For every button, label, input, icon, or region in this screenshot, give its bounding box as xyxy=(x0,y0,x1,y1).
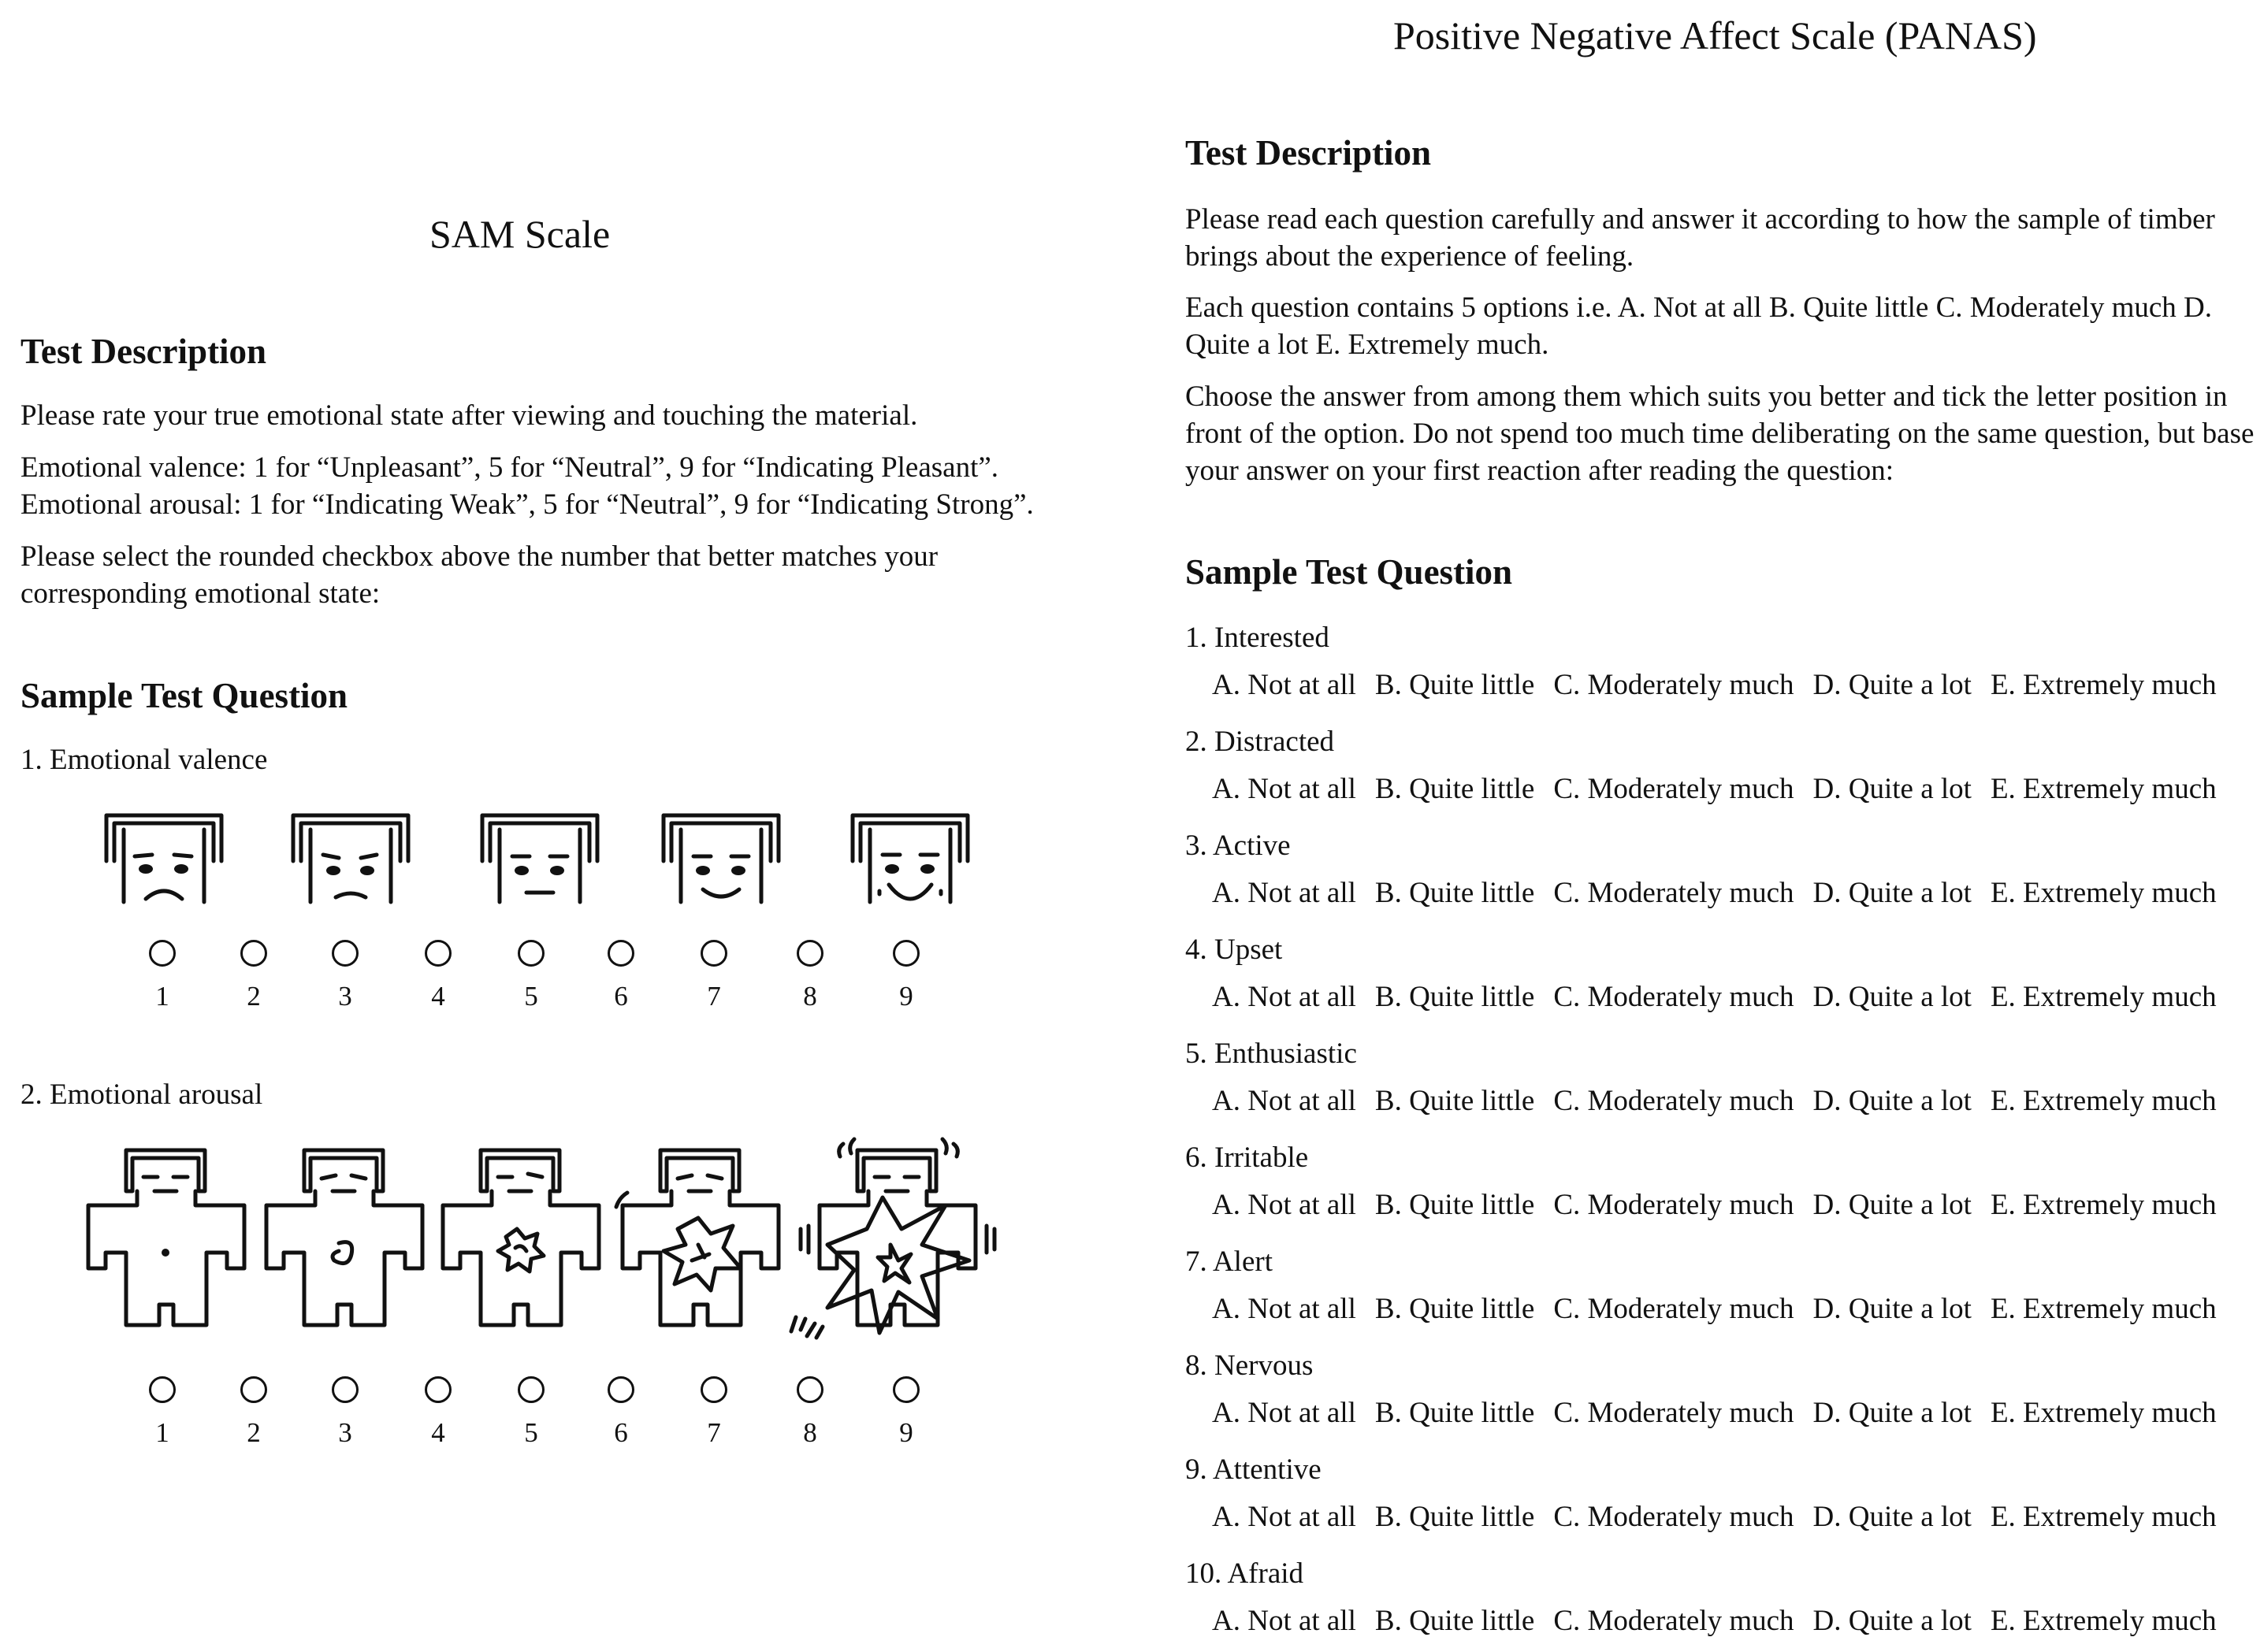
medium-arousal-figure-icon xyxy=(443,1150,599,1325)
valence-radio-7[interactable] xyxy=(701,940,727,967)
panas-option-b[interactable]: B. Quite little xyxy=(1374,1085,1535,1117)
arousal-radio-3[interactable] xyxy=(332,1376,359,1403)
arousal-radio-2[interactable] xyxy=(240,1376,267,1403)
panas-desc-p3: Choose the answer from among them which suits you better and tick the letter position in front of the option. Do not spend too much time deliberating on the same question, but base your answer on your first reaction after reading the question: xyxy=(1185,381,2255,487)
panas-option-b[interactable]: B. Quite little xyxy=(1374,669,1535,701)
sam-sample-heading: Sample Test Question xyxy=(20,676,348,715)
sam-q2-label: 2. Emotional arousal xyxy=(20,1078,263,1111)
panas-option-a[interactable]: A. Not at all xyxy=(1212,1397,1356,1429)
panas-options-row xyxy=(1212,1500,2217,1534)
panas-options-row xyxy=(1212,1188,2217,1222)
happy-face-icon xyxy=(853,815,968,902)
panas-options-row xyxy=(1212,1396,2217,1430)
panas-option-b[interactable]: B. Quite little xyxy=(1374,1189,1535,1221)
panas-title: Positive Negative Affect Scale (PANAS) xyxy=(1393,13,2037,58)
panas-sample-heading: Sample Test Question xyxy=(1185,552,1513,592)
arousal-scale-number: 3 xyxy=(338,1417,352,1448)
excited-figure-icon xyxy=(801,1139,994,1338)
panas-question-label: 9. Attentive xyxy=(1185,1453,1322,1486)
panas-option-e[interactable]: E. Extremely much xyxy=(1990,1085,2217,1117)
panas-option-d[interactable]: D. Quite a lot xyxy=(1812,1293,1972,1325)
valence-scale-number: 7 xyxy=(707,981,721,1012)
panas-option-a[interactable]: A. Not at all xyxy=(1212,669,1356,701)
arousal-scale-number: 8 xyxy=(803,1417,817,1448)
panas-question-label: 3. Active xyxy=(1185,830,1291,862)
panas-question-label: 1. Interested xyxy=(1185,622,1329,654)
panas-options-row xyxy=(1212,1604,2217,1638)
panas-option-e[interactable]: E. Extremely much xyxy=(1990,773,2217,805)
panas-option-e[interactable]: E. Extremely much xyxy=(1990,1501,2217,1533)
panas-options-row xyxy=(1212,1292,2217,1326)
panas-option-e[interactable]: E. Extremely much xyxy=(1990,1605,2217,1637)
content-face-icon xyxy=(664,815,779,902)
panas-option-a[interactable]: A. Not at all xyxy=(1212,1605,1356,1637)
panas-option-e[interactable]: E. Extremely much xyxy=(1990,981,2217,1013)
valence-scale-number: 5 xyxy=(524,981,538,1012)
arousal-scale-number: 4 xyxy=(431,1417,445,1448)
panas-option-b[interactable]: B. Quite little xyxy=(1374,773,1535,805)
arousal-scale-number: 2 xyxy=(247,1417,261,1448)
valence-radio-6[interactable] xyxy=(608,940,634,967)
panas-option-b[interactable]: B. Quite little xyxy=(1374,1605,1535,1637)
panas-option-c[interactable]: C. Moderately much xyxy=(1553,669,1794,701)
panas-option-c[interactable]: C. Moderately much xyxy=(1553,1397,1794,1429)
arousal-radio-5[interactable] xyxy=(518,1376,545,1403)
panas-question-label: 6. Irritable xyxy=(1185,1142,1309,1174)
sam-q1-label: 1. Emotional valence xyxy=(20,744,268,776)
panas-desc-heading: Test Description xyxy=(1185,133,1432,173)
valence-radio-4[interactable] xyxy=(425,940,452,967)
panas-option-e[interactable]: E. Extremely much xyxy=(1990,1189,2217,1221)
panas-option-d[interactable]: D. Quite a lot xyxy=(1812,981,1972,1013)
panas-question-label: 10. Afraid xyxy=(1185,1557,1304,1590)
panas-options-row xyxy=(1212,668,2217,702)
panas-option-c[interactable]: C. Moderately much xyxy=(1553,877,1794,909)
panas-option-d[interactable]: D. Quite a lot xyxy=(1812,1501,1972,1533)
valence-scale-number: 1 xyxy=(155,981,169,1012)
arousal-scale-number: 9 xyxy=(899,1417,913,1448)
panas-option-e[interactable]: E. Extremely much xyxy=(1990,1397,2217,1429)
panas-option-a[interactable]: A. Not at all xyxy=(1212,1189,1356,1221)
valence-radio-8[interactable] xyxy=(797,940,823,967)
panas-option-b[interactable]: B. Quite little xyxy=(1374,981,1535,1013)
valence-radio-9[interactable] xyxy=(893,940,920,967)
unhappy-face-icon xyxy=(106,815,221,902)
panas-option-d[interactable]: D. Quite a lot xyxy=(1812,1605,1972,1637)
valence-radio-5[interactable] xyxy=(518,940,545,967)
valence-scale-number: 8 xyxy=(803,981,817,1012)
arousal-radio-1[interactable] xyxy=(149,1376,176,1403)
panas-option-b[interactable]: B. Quite little xyxy=(1374,1501,1535,1533)
panas-desc-p2: Each question contains 5 options i.e. A. Not at all B. Quite little C. Moderately much D. Quite a lot E. Extremely much. xyxy=(1185,291,2213,361)
arousal-scale-number: 6 xyxy=(614,1417,628,1448)
panas-option-a[interactable]: A. Not at all xyxy=(1212,981,1356,1013)
panas-option-b[interactable]: B. Quite little xyxy=(1374,1397,1535,1429)
sam-desc-p2a: Emotional valence: 1 for “Unpleasant”, 5 for “Neutral”, 9 for “Indicating Pleasant”. xyxy=(20,451,999,484)
panas-option-a[interactable]: A. Not at all xyxy=(1212,877,1356,909)
arousal-scale-number: 5 xyxy=(524,1417,538,1448)
arousal-radio-4[interactable] xyxy=(425,1376,452,1403)
arousal-radio-9[interactable] xyxy=(893,1376,920,1403)
arousal-radio-7[interactable] xyxy=(701,1376,727,1403)
sad-face-icon xyxy=(293,815,408,902)
panas-question-label: 4. Upset xyxy=(1185,934,1283,966)
sam-desc-p1: Please rate your true emotional state after viewing and touching the material. xyxy=(20,399,918,432)
panas-option-c[interactable]: C. Moderately much xyxy=(1553,1293,1794,1325)
panas-option-d[interactable]: D. Quite a lot xyxy=(1812,1397,1972,1429)
arousal-scale-number: 7 xyxy=(707,1417,721,1448)
panas-option-d[interactable]: D. Quite a lot xyxy=(1812,1189,1972,1221)
valence-scale-number: 2 xyxy=(247,981,261,1012)
valence-scale-number: 3 xyxy=(338,981,352,1012)
panas-options-row xyxy=(1212,1084,2217,1118)
neutral-face-icon xyxy=(482,815,597,902)
panas-question-label: 5. Enthusiastic xyxy=(1185,1038,1357,1070)
calm-figure-icon xyxy=(88,1150,244,1325)
panas-desc-p1: Please read each question carefully and answer it according to how the sample of timber brings about the experience of feeling. xyxy=(1185,203,2215,273)
sam-desc-p3: Please select the rounded checkbox above the number that better matches your corresponding emotional state: xyxy=(20,540,939,610)
panas-option-e[interactable]: E. Extremely much xyxy=(1990,669,2217,701)
panas-options-row xyxy=(1212,876,2217,910)
valence-radio-1[interactable] xyxy=(149,940,176,967)
panas-option-a[interactable]: A. Not at all xyxy=(1212,1085,1356,1117)
low-arousal-figure-icon xyxy=(266,1150,422,1325)
sam-desc-p2b: Emotional arousal: 1 for “Indicating Weak”, 5 for “Neutral”, 9 for “Indicating Strong”. xyxy=(20,488,1034,521)
high-arousal-figure-icon xyxy=(616,1150,805,1331)
arousal-radio-6[interactable] xyxy=(608,1376,634,1403)
valence-scale-number: 4 xyxy=(431,981,445,1012)
panas-question-label: 2. Distracted xyxy=(1185,726,1335,758)
sam-desc-heading: Test Description xyxy=(20,332,267,371)
panas-option-a[interactable]: A. Not at all xyxy=(1212,1501,1356,1533)
panas-options-row xyxy=(1212,772,2217,806)
panas-option-c[interactable]: C. Moderately much xyxy=(1553,773,1794,805)
panas-option-d[interactable]: D. Quite a lot xyxy=(1812,1085,1972,1117)
panas-option-d[interactable]: D. Quite a lot xyxy=(1812,877,1972,909)
panas-question-label: 8. Nervous xyxy=(1185,1349,1314,1382)
panas-option-c[interactable]: C. Moderately much xyxy=(1553,981,1794,1013)
valence-scale-number: 6 xyxy=(614,981,628,1012)
panas-option-c[interactable]: C. Moderately much xyxy=(1553,1189,1794,1221)
panas-options-row xyxy=(1212,980,2217,1014)
panas-option-a[interactable]: A. Not at all xyxy=(1212,773,1356,805)
panas-option-a[interactable]: A. Not at all xyxy=(1212,1293,1356,1325)
valence-scale-number: 9 xyxy=(899,981,913,1012)
panas-option-e[interactable]: E. Extremely much xyxy=(1990,1293,2217,1325)
valence-radio-2[interactable] xyxy=(240,940,267,967)
panas-option-c[interactable]: C. Moderately much xyxy=(1553,1085,1794,1117)
valence-radio-3[interactable] xyxy=(332,940,359,967)
panas-option-d[interactable]: D. Quite a lot xyxy=(1812,669,1972,701)
panas-option-e[interactable]: E. Extremely much xyxy=(1990,877,2217,909)
arousal-scale-number: 1 xyxy=(155,1417,169,1448)
panas-option-c[interactable]: C. Moderately much xyxy=(1553,1501,1794,1533)
panas-option-b[interactable]: B. Quite little xyxy=(1374,1293,1535,1325)
panas-question-label: 7. Alert xyxy=(1185,1245,1273,1278)
panas-option-b[interactable]: B. Quite little xyxy=(1374,877,1535,909)
panas-option-d[interactable]: D. Quite a lot xyxy=(1812,773,1972,805)
arousal-radio-8[interactable] xyxy=(797,1376,823,1403)
sam-title: SAM Scale xyxy=(429,212,611,256)
panas-option-c[interactable]: C. Moderately much xyxy=(1553,1605,1794,1637)
